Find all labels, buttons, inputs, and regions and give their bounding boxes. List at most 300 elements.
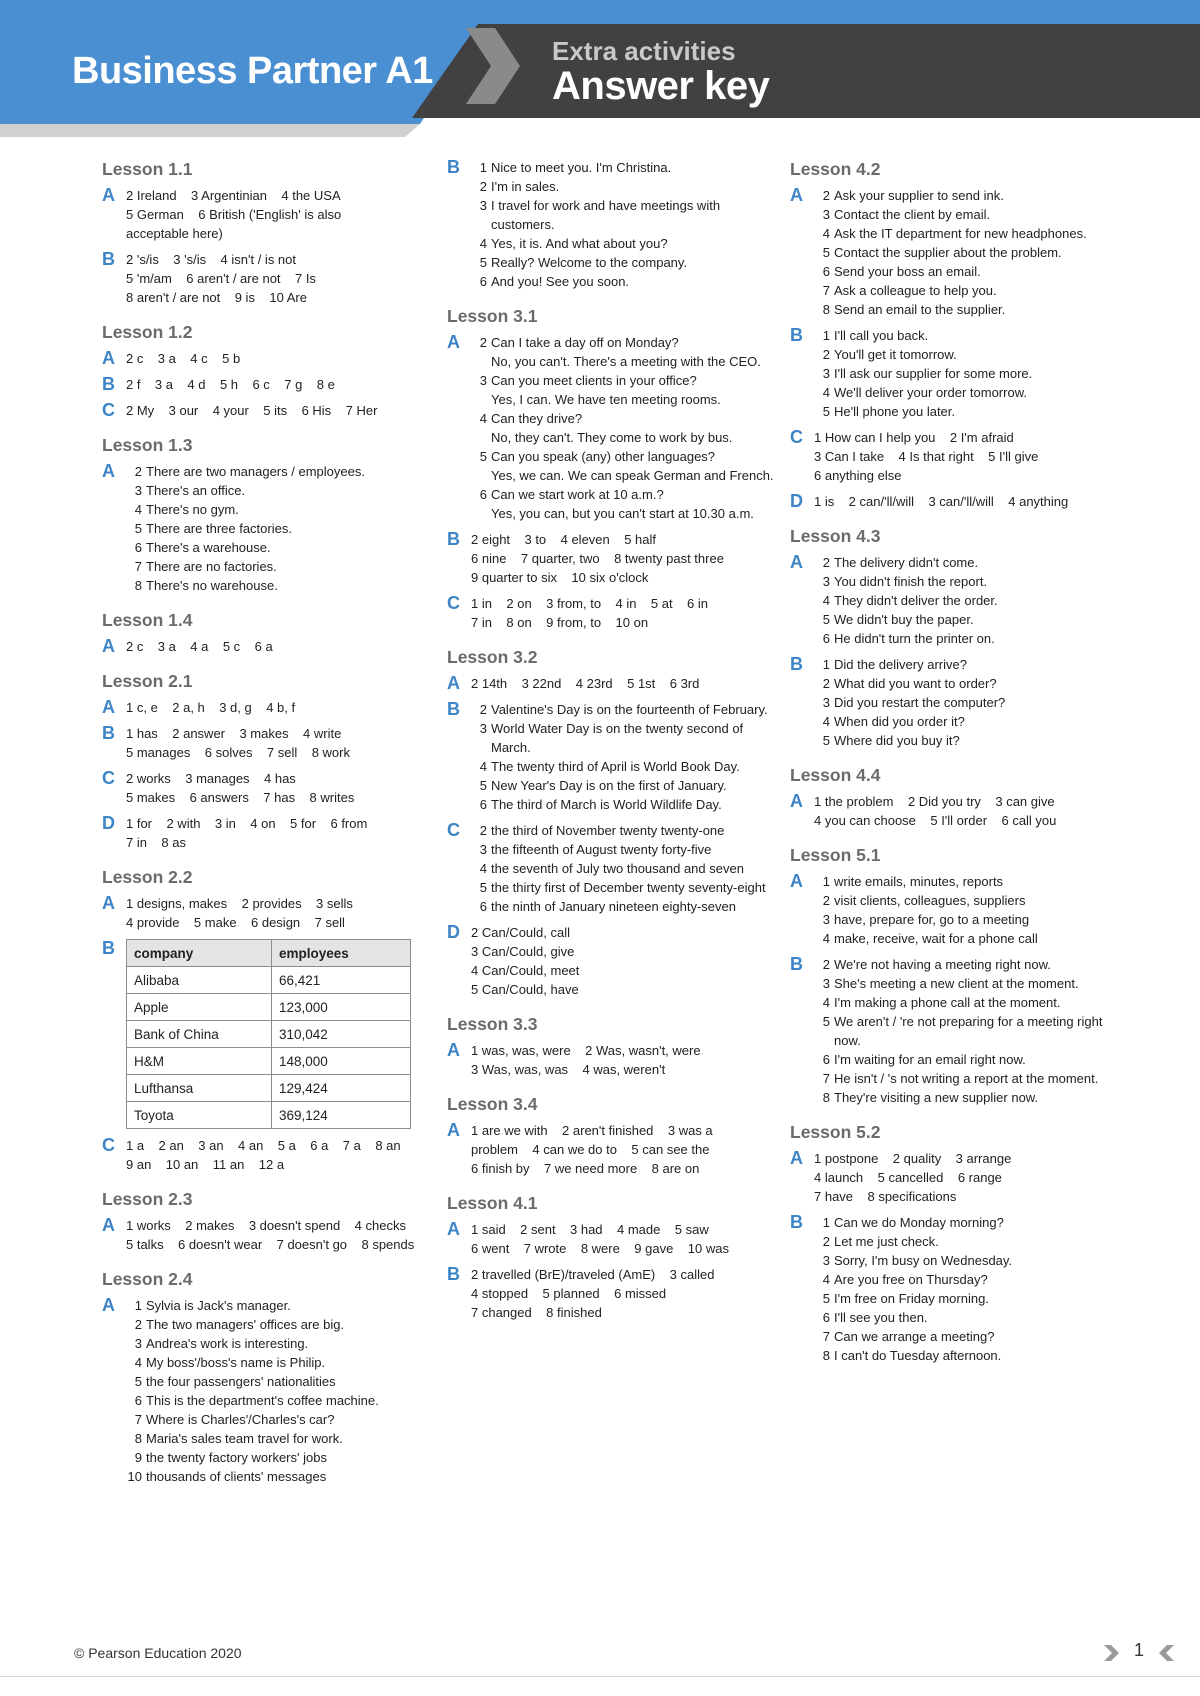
answer-item [471, 776, 777, 795]
item-number: 6 [479, 899, 487, 914]
item-text: And you! See you soon. [491, 274, 630, 289]
answer-line: 2 c 3 a 4 c 5 b [126, 351, 241, 366]
item-number: 6 [134, 1393, 142, 1408]
exercise-section [102, 698, 432, 717]
exercise-section [102, 375, 432, 394]
item-text: What did you want to order? [834, 676, 997, 691]
lesson-block [102, 866, 432, 1174]
header-subtitle: Extra activities [552, 36, 736, 66]
answer-item [471, 859, 777, 878]
answer-item [814, 1346, 1120, 1365]
answer-line: 3 Can/Could, give [471, 944, 575, 959]
answer-item [126, 1467, 432, 1486]
item-text: He'll phone you later. [834, 404, 956, 419]
item-text: This is the department's coffee machine. [146, 1393, 379, 1408]
item-text: There's no gym. [146, 502, 239, 517]
table-row [127, 967, 411, 994]
answer-item [126, 1410, 432, 1429]
item-text: Did the delivery arrive? [834, 657, 967, 672]
item-number: 5 [822, 1014, 830, 1029]
item-text: The twenty third of April is World Book Day. [491, 759, 740, 774]
exercise-letter: C [447, 593, 460, 613]
lesson-title: Lesson 2.4 [102, 1269, 193, 1289]
item-number: 5 [479, 880, 487, 895]
answer-line: 4 launch 5 cancelled 6 range [814, 1170, 1002, 1185]
exercise-section [102, 349, 432, 368]
answer-line: 8 aren't / are not 9 is 10 Are [126, 290, 307, 305]
company-employees-table [126, 939, 411, 1129]
item-text: You didn't finish the report. [834, 574, 988, 589]
item-number: 1 [822, 1215, 830, 1230]
lesson-title: Lesson 4.1 [447, 1193, 538, 1213]
answer-line: 4 provide 5 make 6 design 7 sell [126, 915, 345, 930]
item-text: I'm making a phone call at the moment. [834, 995, 1061, 1010]
table-row [127, 994, 411, 1021]
lesson-title: Lesson 2.1 [102, 671, 193, 691]
table-cell: Alibaba [127, 967, 272, 994]
item-number: 4 [822, 385, 830, 400]
item-text: I'm waiting for an email right now. [834, 1052, 1026, 1067]
exercise-letter: B [447, 1264, 460, 1284]
exercise-letter: A [102, 697, 115, 717]
answer-item [471, 333, 777, 371]
answer-column-2 [447, 158, 777, 1336]
answer-item [814, 186, 1120, 205]
answer-item [471, 177, 777, 196]
item-number: 3 [822, 207, 830, 222]
exercise-section [447, 1121, 777, 1178]
answer-line: 1 in 2 on 3 from, to 4 in 5 at 6 in [471, 596, 709, 611]
answer-item [814, 655, 1120, 674]
exercise-section [447, 700, 777, 814]
item-text: Let me just check. [834, 1234, 939, 1249]
answer-item [471, 897, 777, 916]
answer-item [814, 629, 1120, 648]
item-number: 6 [822, 631, 830, 646]
item-text: Contact the supplier about the problem. [834, 245, 1062, 260]
answer-line: 2 My 3 our 4 your 5 its 6 His 7 Her [126, 403, 378, 418]
exercise-section [790, 792, 1120, 830]
item-text: We're not having a meeting right now. [834, 957, 1051, 972]
item-text: I'm in sales. [491, 179, 560, 194]
exercise-letter: C [102, 1135, 115, 1155]
answer-item [814, 1308, 1120, 1327]
exercise-section [790, 1149, 1120, 1206]
lesson-title: Lesson 4.4 [790, 765, 881, 785]
answer-line: 4 stopped 5 planned 6 missed [471, 1286, 667, 1301]
item-text: Can we do Monday morning? [834, 1215, 1004, 1230]
item-number: 5 [134, 521, 142, 536]
table-row [127, 1048, 411, 1075]
lesson-block [447, 1013, 777, 1079]
lesson-block [102, 609, 432, 656]
answer-line: 6 anything else [814, 468, 902, 483]
table-row [127, 1075, 411, 1102]
item-text: Can you speak (any) other languages? Yes, we can. We can speak German and French. [491, 449, 774, 483]
table-cell: 123,000 [272, 994, 411, 1021]
item-text: Where is Charles'/Charles's car? [146, 1412, 335, 1427]
answer-line: 1 designs, makes 2 provides 3 sells [126, 896, 353, 911]
answer-item [814, 262, 1120, 281]
table-cell: 148,000 [272, 1048, 411, 1075]
item-text: We aren't / 're not preparing for a meeting right now. [834, 1014, 1107, 1048]
answer-line: 2 eight 3 to 4 eleven 5 half [471, 532, 657, 547]
item-text: make, receive, wait for a phone call [834, 931, 1038, 946]
answer-item [814, 243, 1120, 262]
brand-title: Business Partner A1 [72, 50, 433, 92]
lesson-block [447, 1093, 777, 1178]
answer-line: 1 is 2 can/'ll/will 3 can/'ll/will 4 anything [814, 494, 1069, 509]
chevron-left-icon [1156, 1643, 1176, 1663]
answer-item [814, 1270, 1120, 1289]
item-number: 7 [134, 559, 142, 574]
item-text: I'm free on Friday morning. [834, 1291, 989, 1306]
lesson-block [790, 844, 1120, 1107]
exercise-section [447, 923, 777, 999]
answer-line: 1 a 2 an 3 an 4 an 5 a 6 a 7 a 8 an [126, 1138, 401, 1153]
answer-line: 1 are we with 2 aren't finished 3 was a [471, 1123, 713, 1138]
item-number: 1 [134, 1298, 142, 1313]
answer-item [814, 1050, 1120, 1069]
lesson-block [447, 646, 777, 999]
exercise-letter: B [102, 249, 115, 269]
answer-column-3 [790, 158, 1120, 1379]
page-number: 1 [1133, 1640, 1144, 1660]
exercise-letter: A [447, 1040, 460, 1060]
item-text: Can they drive? No, they can't. They come to work by bus. [491, 411, 733, 445]
answer-item [814, 383, 1120, 402]
answer-item [814, 572, 1120, 591]
item-number: 3 [822, 366, 830, 381]
lesson-block [790, 525, 1120, 750]
exercise-section [102, 186, 432, 243]
item-number: 2 [479, 702, 487, 717]
answer-line: 2 f 3 a 4 d 5 h 6 c 7 g 8 e [126, 377, 335, 392]
answer-item [126, 538, 432, 557]
item-number: 6 [479, 487, 487, 502]
item-text: thousands of clients' messages [146, 1469, 327, 1484]
item-number: 8 [822, 302, 830, 317]
item-number: 4 [822, 931, 830, 946]
answer-item [126, 1334, 432, 1353]
item-text: the third of November twenty twenty-one [491, 823, 725, 838]
table-header-row [127, 940, 411, 967]
item-number: 2 [822, 676, 830, 691]
item-text: You'll get it tomorrow. [834, 347, 957, 362]
exercise-letter: A [102, 348, 115, 368]
answer-item [471, 234, 777, 253]
item-number: 3 [134, 483, 142, 498]
answer-line: 7 have 8 specifications [814, 1189, 957, 1204]
answer-item [814, 993, 1120, 1012]
answer-line: 6 went 7 wrote 8 were 9 gave 10 was [471, 1241, 729, 1256]
answer-item [814, 364, 1120, 383]
answer-item [814, 345, 1120, 364]
exercise-section [447, 333, 777, 523]
table-cell: Toyota [127, 1102, 272, 1129]
exercise-letter: D [102, 813, 115, 833]
exercise-letter: A [102, 1295, 115, 1315]
item-number: 2 [822, 957, 830, 972]
answer-item [814, 224, 1120, 243]
exercise-letter: B [102, 938, 115, 958]
item-number: 5 [822, 733, 830, 748]
answer-line: 3 Can I take 4 Is that right 5 I'll give [814, 449, 1039, 464]
lesson-block [102, 1188, 432, 1254]
answer-item [126, 519, 432, 538]
exercise-letter: A [102, 185, 115, 205]
exercise-section [447, 594, 777, 632]
item-text: She's meeting a new client at the moment. [834, 976, 1079, 991]
table-row [127, 1102, 411, 1129]
answer-item [814, 731, 1120, 750]
item-number: 2 [822, 555, 830, 570]
lesson-block [102, 670, 432, 852]
answer-item [814, 693, 1120, 712]
answer-line: 1 has 2 answer 3 makes 4 write [126, 726, 342, 741]
exercise-section [790, 428, 1120, 485]
item-number: 8 [134, 578, 142, 593]
exercise-letter: C [447, 820, 460, 840]
item-text: I'll ask our supplier for some more. [834, 366, 1033, 381]
answer-item [126, 500, 432, 519]
answer-item [471, 272, 777, 291]
item-text: the ninth of January nineteen eighty-seven [491, 899, 737, 914]
answer-line: 7 in 8 as [126, 835, 186, 850]
answer-item [126, 557, 432, 576]
item-number: 2 [822, 893, 830, 908]
item-number: 5 [822, 612, 830, 627]
exercise-section [790, 955, 1120, 1107]
item-text: We didn't buy the paper. [834, 612, 974, 627]
lesson-title: Lesson 4.2 [790, 159, 881, 179]
item-number: 7 [822, 1329, 830, 1344]
item-number: 4 [822, 714, 830, 729]
answer-line: 3 Was, was, was 4 was, weren't [471, 1062, 666, 1077]
answer-item [814, 1012, 1120, 1050]
exercise-letter: A [447, 332, 460, 352]
answer-item [471, 196, 777, 234]
exercise-letter: B [790, 654, 803, 674]
answer-item [471, 409, 777, 447]
exercise-section [102, 1216, 432, 1254]
exercise-section [102, 637, 432, 656]
item-number: 4 [822, 593, 830, 608]
lesson-block [102, 321, 432, 420]
exercise-section [102, 769, 432, 807]
item-number: 2 [822, 1234, 830, 1249]
answer-line: 5 manages 6 solves 7 sell 8 work [126, 745, 350, 760]
lesson-block [447, 158, 777, 291]
item-text: the fifteenth of August twenty forty-five [491, 842, 712, 857]
item-text: the thirty first of December twenty seventy-eight [491, 880, 766, 895]
answer-item [471, 821, 777, 840]
item-text: The delivery didn't come. [834, 555, 979, 570]
item-number: 6 [479, 274, 487, 289]
answer-item [126, 481, 432, 500]
item-number: 5 [134, 1374, 142, 1389]
item-number: 4 [479, 759, 487, 774]
exercise-section [790, 326, 1120, 421]
answer-item [814, 974, 1120, 993]
exercise-letter: C [102, 400, 115, 420]
column-header: company [127, 940, 272, 967]
answer-item [471, 878, 777, 897]
lesson-title: Lesson 5.2 [790, 1122, 881, 1142]
answer-item [126, 576, 432, 595]
answer-line: problem 4 can we do to 5 can see the [471, 1142, 710, 1157]
copyright-notice: © Pearson Education 2020 [74, 1645, 242, 1661]
item-text: write emails, minutes, reports [834, 874, 1004, 889]
lesson-block [102, 1268, 432, 1486]
exercise-section [102, 939, 432, 1129]
header-title: Answer key [552, 64, 770, 108]
answer-item [471, 253, 777, 272]
item-text: Can we start work at 10 a.m.? Yes, you can, but you can't start at 10.30 a.m. [491, 487, 754, 521]
item-text: the twenty factory workers' jobs [146, 1450, 327, 1465]
answer-item [814, 402, 1120, 421]
item-number: 4 [134, 1355, 142, 1370]
exercise-letter: B [447, 529, 460, 549]
item-text: The two managers' offices are big. [146, 1317, 345, 1332]
answer-item [126, 1315, 432, 1334]
lesson-block [102, 158, 432, 307]
answer-line: 2 Ireland 3 Argentinian 4 the USA [126, 188, 341, 203]
answer-item [126, 1372, 432, 1391]
table-cell: 310,042 [272, 1021, 411, 1048]
item-text: Maria's sales team travel for work. [146, 1431, 343, 1446]
item-text: Send your boss an email. [834, 264, 981, 279]
exercise-section [102, 462, 432, 595]
item-number: 2 [479, 335, 487, 350]
exercise-section [790, 186, 1120, 319]
answer-line: 7 in 8 on 9 from, to 10 on [471, 615, 649, 630]
answer-line: 9 an 10 an 11 an 12 a [126, 1157, 285, 1172]
exercise-section [447, 674, 777, 693]
item-text: I'll call you back. [834, 328, 929, 343]
answer-item [814, 910, 1120, 929]
item-number: 6 [822, 264, 830, 279]
exercise-letter: B [447, 157, 460, 177]
answer-item [471, 719, 777, 757]
item-number: 8 [822, 1348, 830, 1363]
item-number: 3 [134, 1336, 142, 1351]
answer-line: 1 How can I help you 2 I'm afraid [814, 430, 1014, 445]
answer-item [471, 371, 777, 409]
item-number: 2 [822, 188, 830, 203]
lesson-title: Lesson 2.3 [102, 1189, 193, 1209]
answer-line: 2 Can/Could, call [471, 925, 570, 940]
answer-item [471, 795, 777, 814]
item-number: 4 [479, 411, 487, 426]
answer-item [126, 1429, 432, 1448]
answer-item [814, 1069, 1120, 1088]
lesson-title: Lesson 1.1 [102, 159, 193, 179]
exercise-section [790, 492, 1120, 511]
exercise-letter: A [790, 871, 803, 891]
answer-item [471, 757, 777, 776]
lesson-block [790, 158, 1120, 511]
answer-item [814, 955, 1120, 974]
item-text: Can I take a day off on Monday? No, you can't. There's a meeting with the CEO. [491, 335, 761, 369]
chevron-right-icon [1102, 1643, 1122, 1663]
table-cell: H&M [127, 1048, 272, 1075]
item-text: Sylvia is Jack's manager. [146, 1298, 291, 1313]
item-text: He isn't / 's not writing a report at the moment. [834, 1071, 1099, 1086]
item-number: 2 [479, 823, 487, 838]
lesson-title: Lesson 3.3 [447, 1014, 538, 1034]
answer-line: 9 quarter to six 10 six o'clock [471, 570, 649, 585]
answer-item [471, 700, 777, 719]
item-number: 3 [822, 574, 830, 589]
item-text: Contact the client by email. [834, 207, 991, 222]
answer-line: 7 changed 8 finished [471, 1305, 602, 1320]
answer-item [814, 553, 1120, 572]
column-header: employees [272, 940, 411, 967]
item-number: 5 [822, 1291, 830, 1306]
answer-column-1 [102, 158, 432, 1500]
answer-item [814, 674, 1120, 693]
item-number: 4 [822, 226, 830, 241]
table-cell: Lufthansa [127, 1075, 272, 1102]
answer-line: 5 German 6 British ('English' is also [126, 207, 342, 222]
item-number: 3 [822, 912, 830, 927]
item-number: 9 [134, 1450, 142, 1465]
answer-line: 1 postpone 2 quality 3 arrange [814, 1151, 1012, 1166]
item-text: They didn't deliver the order. [834, 593, 998, 608]
answer-line: 1 c, e 2 a, h 3 d, g 4 b, f [126, 700, 296, 715]
item-number: 7 [822, 283, 830, 298]
item-number: 3 [822, 1253, 830, 1268]
answer-line: 2 works 3 manages 4 has [126, 771, 296, 786]
item-number: 3 [479, 721, 487, 736]
lesson-block [447, 305, 777, 632]
exercise-letter: B [790, 325, 803, 345]
page-indicator [1102, 1640, 1192, 1666]
item-number: 4 [479, 236, 487, 251]
exercise-section [447, 158, 777, 291]
exercise-letter: D [790, 491, 803, 511]
answer-line: 4 Can/Could, meet [471, 963, 580, 978]
exercise-section [447, 1041, 777, 1079]
exercise-letter: A [790, 791, 803, 811]
item-number: 4 [822, 1272, 830, 1287]
item-text: Where did you buy it? [834, 733, 960, 748]
answer-item [126, 462, 432, 481]
lesson-title: Lesson 1.4 [102, 610, 193, 630]
item-text: He didn't turn the printer on. [834, 631, 995, 646]
exercise-section [102, 814, 432, 852]
lesson-block [447, 1192, 777, 1322]
item-text: Sorry, I'm busy on Wednesday. [834, 1253, 1013, 1268]
item-number: 7 [822, 1071, 830, 1086]
table-cell: Bank of China [127, 1021, 272, 1048]
answer-line: 1 was, was, were 2 Was, wasn't, were [471, 1043, 701, 1058]
answer-item [814, 205, 1120, 224]
item-number: 8 [822, 1090, 830, 1105]
item-text: Really? Welcome to the company. [491, 255, 688, 270]
exercise-letter: B [790, 1212, 803, 1232]
item-text: Send an email to the supplier. [834, 302, 1006, 317]
answer-item [814, 1088, 1120, 1107]
answer-line: 1 the problem 2 Did you try 3 can give [814, 794, 1055, 809]
exercise-letter: A [790, 1148, 803, 1168]
answer-line: 1 said 2 sent 3 had 4 made 5 saw [471, 1222, 709, 1237]
item-text: There's an office. [146, 483, 246, 498]
answer-line: 5 'm/am 6 aren't / are not 7 Is [126, 271, 316, 286]
answer-item [471, 158, 777, 177]
exercise-section [447, 1265, 777, 1322]
